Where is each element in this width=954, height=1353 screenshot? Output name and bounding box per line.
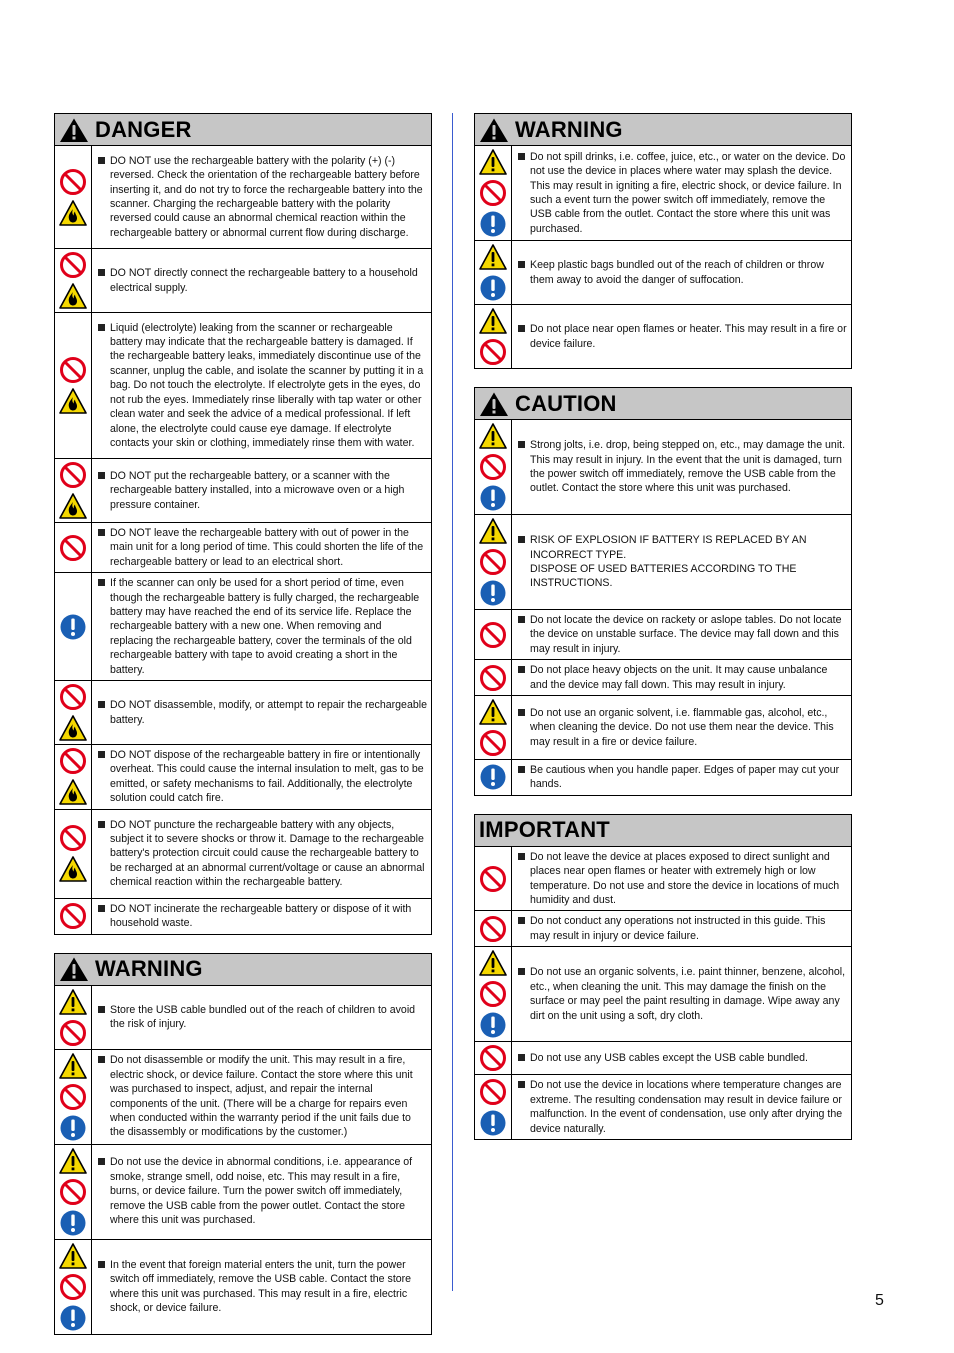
- prohibit-icon: [479, 1078, 507, 1106]
- safety-text: DO NOT puncture the rechargeable battery with any objects, subject it to severe shocks or throw it. Damage to the rechargeable battery's protection circuit could cause the rechargeable battery to be recharged at an abnormal current/voltage or cause an abnormal chemical reaction within the rechargeable battery.: [110, 818, 425, 889]
- safety-text: Liquid (electrolyte) leaking from the scanner or rechargeable battery may indicate that the rechargeable battery is damaged. If the rechargeable battery leaks, immediately discontinue use of the scanner, unplug the cable, and isolate the scanner by putting it in a bag. Do not touch the electrolyte. If electrolyte gets in the eyes, do not rub the eyes. Immediately rinse liberally with tap water or other clean water and seek the advice of a medical professional. If left alone, the electrolyte could cause eye damage. If electrolyte contacts your skin or clothing, immediately rinse them with water.: [110, 321, 424, 449]
- safety-item: [55, 745, 431, 810]
- safety-icons: [475, 515, 512, 609]
- prohibit-icon: [479, 915, 507, 943]
- bullet-square: [518, 766, 525, 773]
- bullet-square: [518, 1054, 525, 1061]
- fire-warning-icon: [59, 199, 87, 227]
- safety-icons: [475, 1075, 512, 1139]
- safety-item: [55, 681, 431, 745]
- safety-text: Do not use the device in locations where temperature changes are extreme. The resulting condensation may result in device failure or malfunction. In the event of condensation, use only after drying the device naturally.: [530, 1079, 843, 1135]
- prohibit-icon: [479, 980, 507, 1008]
- safety-text: Do not place heavy objects on the unit. It may cause unbalance and the device may fall down. This may result in injury.: [530, 664, 828, 691]
- mandatory-icon: [479, 579, 507, 607]
- safety-text: If the scanner can only be used for a short period of time, even though the rechargeable battery is fully charged, the rechargeable battery may have reached the end of its service life. Replace the rechargeable battery with a new one. When removing and replacing the rechargeable battery, cover the terminals of the old rechargeable battery with tape to avoid creating a short in the battery.: [110, 577, 420, 676]
- bullet-square: [518, 536, 525, 543]
- prohibit-icon: [479, 664, 507, 692]
- bullet-square: [518, 325, 525, 332]
- bullet-square: [98, 701, 105, 708]
- mandatory-icon: [59, 1304, 87, 1332]
- safety-text: Do not use any USB cables except the USB cable bundled.: [530, 1052, 808, 1065]
- caution-icon: [59, 1242, 87, 1270]
- mandatory-icon: [59, 1114, 87, 1142]
- safety-icons: [475, 696, 512, 759]
- safety-icons: [55, 1240, 92, 1334]
- safety-text: Strong jolts, i.e. drop, being stepped on, etc., may damage the unit. This may result in injury. In the event that the unit is damaged, turn the power switch off immediately, remove the USB cable from the outlet. Contact the store where this unit was purchased.: [530, 439, 846, 495]
- caution-icon: [59, 1052, 87, 1080]
- bullet-square: [518, 616, 525, 623]
- bullet-square: [518, 709, 525, 716]
- page-number: 5: [875, 1292, 884, 1309]
- prohibit-icon: [479, 865, 507, 893]
- section-header: [475, 114, 851, 146]
- safety-text: Do not locate the device on rackety or aslope tables. Do not locate the device on unstable surface. The device may fall down and this may result in injury.: [530, 614, 842, 655]
- important-section: [474, 814, 852, 1140]
- safety-item: [55, 459, 431, 523]
- section-header: [475, 815, 851, 847]
- safety-item: [475, 420, 851, 515]
- safety-text: Keep plastic bags bundled out of the reach of children or throw them away to avoid the danger of suffocation.: [530, 259, 824, 286]
- caution-icon: [479, 243, 507, 271]
- safety-icons: [475, 305, 512, 368]
- safety-item: [55, 1050, 431, 1145]
- caution-icon: [479, 422, 507, 450]
- safety-text: Do not leave the device at places exposed to direct sunlight and places near open flames or heater with extremely high or low temperature. Do not use and store the device in locations of much humidity and dust.: [530, 850, 840, 907]
- bullet-square: [518, 917, 525, 924]
- safety-item: [475, 660, 851, 696]
- right-column: [474, 113, 852, 1158]
- safety-icons: [475, 146, 512, 240]
- prohibit-icon: [479, 621, 507, 649]
- column-divider: [452, 113, 453, 1291]
- prohibit-icon: [59, 534, 87, 562]
- bullet-square: [518, 1081, 525, 1088]
- safety-icons: [55, 146, 92, 248]
- safety-item: [475, 1042, 851, 1075]
- safety-icons: [475, 610, 512, 659]
- safety-text: In the event that foreign material enters the unit, turn the power switch off immediately, remove the USB cable. Contact the store where this unit was purchased. This may result in a fire, electric shock, or device failure.: [110, 1258, 412, 1314]
- prohibit-icon: [59, 356, 87, 384]
- section-header: [55, 954, 431, 986]
- safety-item: [475, 1075, 851, 1139]
- prohibit-icon: [479, 548, 507, 576]
- fire-warning-icon: [59, 492, 87, 520]
- section-title: CAUTION: [515, 390, 617, 416]
- prohibit-icon: [59, 1083, 87, 1111]
- prohibit-icon: [59, 1273, 87, 1301]
- mandatory-icon: [59, 1209, 87, 1237]
- warning-triangle-icon: [479, 117, 509, 143]
- safety-item: [475, 847, 851, 912]
- safety-icons: [55, 573, 92, 680]
- section-title: DANGER: [95, 116, 192, 142]
- safety-text: DO NOT disassemble, modify, or attempt to repair the rechargeable battery.: [110, 699, 427, 726]
- safety-text: DO NOT leave the rechargeable battery with out of power in the main unit for a long period of time. This could shorten the life of the rechargeable battery or lead to an electrical short.: [110, 527, 424, 568]
- bullet-square: [98, 269, 105, 276]
- safety-text: DO NOT put the rechargeable battery, or a scanner with the rechargeable battery installed, into a microwave oven or a high pressure container.: [110, 469, 405, 511]
- bullet-square: [98, 579, 105, 586]
- safety-icons: [475, 847, 512, 911]
- bullet-square: [98, 529, 105, 536]
- safety-text: Do not use an organic solvent, i.e. flammable gas, alcohol, etc., when cleaning the device. Do not use them near the device. This may result in a fire or device failure.: [530, 706, 834, 748]
- mandatory-icon: [59, 613, 87, 641]
- warning-section: [474, 113, 852, 369]
- safety-icons: [475, 660, 512, 695]
- fire-warning-icon: [59, 778, 87, 806]
- safety-text: Store the USB cable bundled out of the reach of children to avoid the risk of injury.: [110, 1003, 416, 1030]
- bullet-square: [98, 1158, 105, 1165]
- prohibit-icon: [59, 1178, 87, 1206]
- safety-item: [475, 241, 851, 305]
- bullet-square: [98, 905, 105, 912]
- prohibit-icon: [479, 338, 507, 366]
- safety-icons: [55, 523, 92, 572]
- caution-icon: [479, 307, 507, 335]
- safety-icons: [475, 947, 512, 1041]
- prohibit-icon: [479, 1044, 507, 1072]
- bullet-square: [98, 157, 105, 164]
- safety-text: Do not place near open flames or heater. This may result in a fire or device failure.: [530, 323, 847, 350]
- safety-icons: [55, 681, 92, 744]
- section-header: [55, 114, 431, 146]
- danger-section: [54, 113, 432, 935]
- mandatory-icon: [479, 210, 507, 238]
- bullet-square: [518, 666, 525, 673]
- caution-icon: [479, 148, 507, 176]
- mandatory-icon: [479, 1011, 507, 1039]
- bullet-square: [98, 1006, 105, 1013]
- bullet-square: [518, 968, 525, 975]
- safety-text: Do not disassemble or modify the unit. This may result in a fire, electric shock, or device failure. Contact the store where this unit was purchased to inspect, adjust, and repair the internal components of the unit. (There will be a charge for repairs even when conducted within the warranty period if the unit fails due to the disassembly or modifications by the customer.): [110, 1054, 413, 1139]
- safety-item: [55, 249, 431, 313]
- safety-icons: [475, 1042, 512, 1074]
- safety-item: [55, 523, 431, 573]
- safety-icons: [55, 745, 92, 809]
- prohibit-icon: [479, 453, 507, 481]
- safety-item: [55, 1240, 431, 1334]
- caution-icon: [479, 517, 507, 545]
- safety-text: Be cautious when you handle paper. Edges of paper may cut your hands.: [530, 764, 840, 791]
- safety-item: [55, 1145, 431, 1240]
- safety-item: [475, 947, 851, 1042]
- safety-item: [55, 573, 431, 681]
- safety-icons: [475, 241, 512, 304]
- safety-icons: [475, 420, 512, 514]
- safety-item: [55, 899, 431, 934]
- safety-text: Do not spill drinks, i.e. coffee, juice, etc., or water on the device. Do not use the device in places where water may splash the device. This may result in igniting a fire, electric shock, or device failure. In such a event turn the power switch off immediately, remove the USB cable from the outlet. Contact the store where this unit was purchased.: [530, 150, 846, 235]
- safety-item: [475, 305, 851, 368]
- safety-icons: [55, 1050, 92, 1144]
- mandatory-icon: [479, 484, 507, 512]
- safety-icons: [55, 810, 92, 898]
- fire-warning-icon: [59, 855, 87, 883]
- bullet-square: [98, 1056, 105, 1063]
- safety-item: [475, 760, 851, 795]
- warning-triangle-icon: [479, 391, 509, 417]
- prohibit-icon: [59, 902, 87, 930]
- bullet-square: [518, 261, 525, 268]
- safety-text: Do not use an organic solvents, i.e. paint thinner, benzene, alcohol, etc., when cleaning the unit. This may damage the finish on the surface or may peel the paint resulting in damage. Wipe away any dirt on the unit using a soft, dry cloth.: [530, 966, 846, 1022]
- prohibit-icon: [59, 683, 87, 711]
- safety-item: [55, 986, 431, 1050]
- warning-triangle-icon: [59, 117, 89, 143]
- bullet-square: [98, 821, 105, 828]
- safety-item: [475, 696, 851, 760]
- caution-icon: [479, 698, 507, 726]
- warning-triangle-icon: [59, 956, 89, 982]
- safety-text: Do not use the device in abnormal conditions, i.e. appearance of smoke, strange smell, odd noise, etc. This may result in a fire, burns, or device failure. Turn the power switch off immediately, remove the USB cable from the power outlet. Contact the store where this unit was purchased.: [110, 1156, 413, 1227]
- bullet-square: [98, 324, 105, 331]
- safety-item: [475, 610, 851, 660]
- prohibit-icon: [59, 168, 87, 196]
- safety-item: [55, 313, 431, 459]
- caution-icon: [59, 988, 87, 1016]
- safety-icons: [55, 1145, 92, 1239]
- safety-item: [475, 911, 851, 947]
- warning-section: [54, 953, 432, 1335]
- section-title: WARNING: [95, 956, 203, 981]
- bullet-square: [98, 751, 105, 758]
- bullet-square: [98, 472, 105, 479]
- mandatory-icon: [479, 763, 507, 791]
- safety-text: Do not conduct any operations not instructed in this guide. This may result in injury or device failure.: [530, 915, 826, 942]
- safety-icons: [55, 986, 92, 1049]
- safety-text: DO NOT directly connect the rechargeable battery to a household electrical supply.: [110, 267, 418, 294]
- safety-text: RISK OF EXPLOSION IF BATTERY IS REPLACED BY AN INCORRECT TYPE. DISPOSE OF USED BATTERIES ACCORDING TO THE INSTRUCTIONS.: [530, 534, 807, 590]
- bullet-square: [98, 1261, 105, 1268]
- safety-icons: [55, 899, 92, 934]
- section-title: IMPORTANT: [479, 817, 610, 843]
- prohibit-icon: [479, 729, 507, 757]
- left-column: [54, 113, 432, 1353]
- caution-icon: [59, 1147, 87, 1175]
- safety-item: [55, 810, 431, 899]
- mandatory-icon: [479, 1109, 507, 1137]
- prohibit-icon: [59, 747, 87, 775]
- safety-text: DO NOT incinerate the rechargeable battery or dispose of it with household waste.: [110, 902, 412, 930]
- bullet-square: [518, 441, 525, 448]
- caution-section: [474, 387, 852, 796]
- fire-warning-icon: [59, 714, 87, 742]
- safety-icons: [55, 313, 92, 458]
- fire-warning-icon: [59, 387, 87, 415]
- fire-warning-icon: [59, 282, 87, 310]
- safety-icons: [55, 249, 92, 312]
- safety-icons: [475, 911, 512, 946]
- safety-icons: [55, 459, 92, 522]
- prohibit-icon: [59, 824, 87, 852]
- safety-icons: [475, 760, 512, 795]
- bullet-square: [518, 153, 525, 160]
- mandatory-icon: [479, 274, 507, 302]
- section-title: WARNING: [515, 116, 623, 142]
- safety-item: [55, 146, 431, 249]
- safety-text: DO NOT use the rechargeable battery with the polarity (+) (-) reversed. Check the orientation of the rechargeable battery before inserting it, and do not try to force the rechargeable battery into the scanner. Charging the rechargeable battery with the polarity reversed could cause an abnormal chemical reaction within the rechargeable battery or abnormal current flow during discharge.: [110, 154, 423, 239]
- caution-icon: [479, 949, 507, 977]
- bullet-square: [518, 853, 525, 860]
- prohibit-icon: [479, 179, 507, 207]
- prohibit-icon: [59, 1019, 87, 1047]
- prohibit-icon: [59, 251, 87, 279]
- section-header: [475, 388, 851, 420]
- prohibit-icon: [59, 461, 87, 489]
- safety-text: DO NOT dispose of the rechargeable battery in fire or intentionally overheat. This could cause the internal insulation to melt, gas to be emitted, or safety mechanisms to fail. Additionally, the electrolyte solution could catch fire.: [110, 749, 424, 805]
- safety-item: [475, 515, 851, 610]
- safety-item: [475, 146, 851, 241]
